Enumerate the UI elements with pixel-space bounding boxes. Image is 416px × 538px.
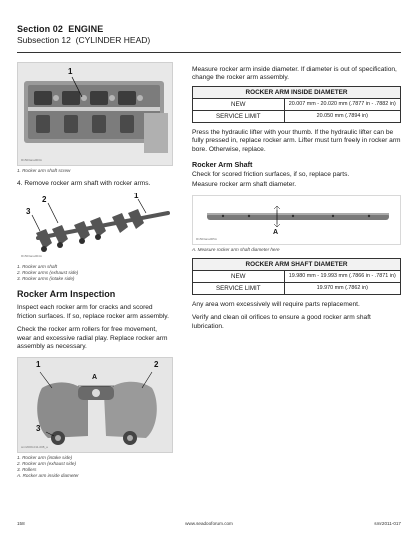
row-value: 20.050 mm (.7894 in) [284, 110, 400, 122]
caption-line: A. Rocker arm inside diameter [17, 473, 79, 479]
caption-line: 1. Rocker arm shaft [17, 264, 58, 270]
cylinder-head-figure [17, 62, 173, 166]
subsection-name: (CYLINDER HEAD) [75, 35, 151, 45]
row-label: SERVICE LIMIT [193, 282, 285, 294]
table-row [193, 270, 401, 282]
table-row [193, 110, 401, 122]
figure-id: R1503ana004A [21, 254, 42, 259]
caption-line: 3. Rollers [17, 467, 37, 473]
subsection-number: Subsection 12 [17, 35, 71, 45]
caption-line: 2. Rocker arms (exhaust side) [17, 270, 79, 276]
table-row [193, 98, 401, 110]
rocker-arm-inside-diameter-table [192, 86, 401, 123]
page-number: 158 [17, 521, 25, 526]
rocker-arm-inspection-heading: Rocker Arm Inspection [17, 289, 116, 300]
callout-a: A [92, 374, 98, 382]
figure-id: R1503ana003A [21, 158, 42, 162]
table-title: ROCKER ARM INSIDE DIAMETER [193, 86, 401, 98]
callout-a: A [273, 228, 279, 236]
measure-inside-diameter-paragraph: Measure rocker arm inside diameter. If diameter is out of specification, change the rocker arm assembly. [192, 66, 397, 82]
rollers-paragraph: Check the rocker arm rollers for free movement, wear and excessive radial play. Replace rocker arm assembly as necessary. [17, 326, 168, 351]
caption-line: 2. Rocker arm (exhaust side) [17, 461, 76, 467]
oil-orifices-paragraph: Verify and clean oil orifices to ensure a good rocker arm shaft lubrication. [192, 314, 371, 330]
row-label: NEW [193, 98, 285, 110]
rocker-arm-figure [17, 357, 173, 453]
table-title: ROCKER ARM SHAFT DIAMETER [193, 258, 401, 270]
row-label: NEW [193, 270, 285, 282]
row-value: 19.970 mm (.7862 in) [284, 282, 400, 294]
rocker-arm-shaft-heading: Rocker Arm Shaft [192, 160, 253, 170]
callout-3: 3 [36, 424, 41, 434]
callout-1: 1 [36, 360, 41, 370]
row-value: 19.980 mm - 19.993 mm (.7866 in - .7871 in) [284, 270, 400, 282]
document-code: smr2011-017 [374, 521, 401, 526]
worn-parts-paragraph: Any area worn excessively will require parts replacement. [192, 300, 360, 308]
page-header [17, 24, 401, 45]
shaft-inspection-paragraph: Check for scored friction surfaces, if so, replace parts. [192, 171, 350, 179]
callout-1: 1 [68, 67, 73, 76]
step-remove-shaft: 4. Remove rocker arm shaft with rocker arms. [17, 180, 151, 187]
callout-2: 2 [154, 360, 159, 370]
rocker-arm-illustration [18, 358, 173, 453]
rocker-arm-shaft-figure [192, 195, 401, 245]
figure-caption: 1. Rocker arm shaft screw [17, 168, 71, 173]
figure-caption: A. Measure rocker arm shaft diameter here [192, 246, 280, 252]
section-title [17, 24, 401, 34]
row-label: SERVICE LIMIT [193, 110, 285, 122]
right-column [192, 62, 401, 331]
cylinder-head-illustration [18, 63, 173, 166]
callout-3: 3 [26, 207, 31, 217]
footer-website: www.seadooforum.com [185, 521, 233, 526]
table-row [193, 282, 401, 294]
caption-line: 1. Rocker arm (intake side) [17, 455, 73, 461]
callout-2: 2 [42, 195, 47, 205]
figure-caption [17, 264, 173, 282]
hydraulic-lifter-paragraph: Press the hydraulic lifter with your thumb. If the hydraulic lifter can be fully pressed in, replace rocker arm. Lifter must turn freely in rocker arm bore. Otherwise, replace. [192, 128, 401, 153]
shaft-illustration [193, 196, 401, 245]
left-column [17, 62, 173, 479]
section-name: ENGINE [68, 24, 104, 34]
figure-id: R1503ana005A [196, 236, 217, 241]
rocker-shaft-assembly-figure [17, 192, 173, 262]
header-divider [17, 52, 401, 53]
shaft-measure-paragraph: Measure rocker arm shaft diameter. [192, 181, 297, 189]
caption-line: 3. Rocker arms (intake side) [17, 276, 75, 282]
section-number: Section 02 [17, 24, 64, 34]
subsection-title [17, 35, 401, 45]
row-value: 20.007 mm - 20.020 mm (.7877 in - .7882 in) [284, 98, 400, 110]
rocker-arm-shaft-diameter-table [192, 258, 401, 295]
figure-id: smr2009-011-008_a [21, 445, 48, 450]
figure-caption [17, 455, 173, 479]
inspection-paragraph: Inspect each rocker arm for cracks and scored friction surfaces. If so, replace rocker arm assembly. [17, 304, 169, 320]
callout-1: 1 [134, 192, 139, 201]
